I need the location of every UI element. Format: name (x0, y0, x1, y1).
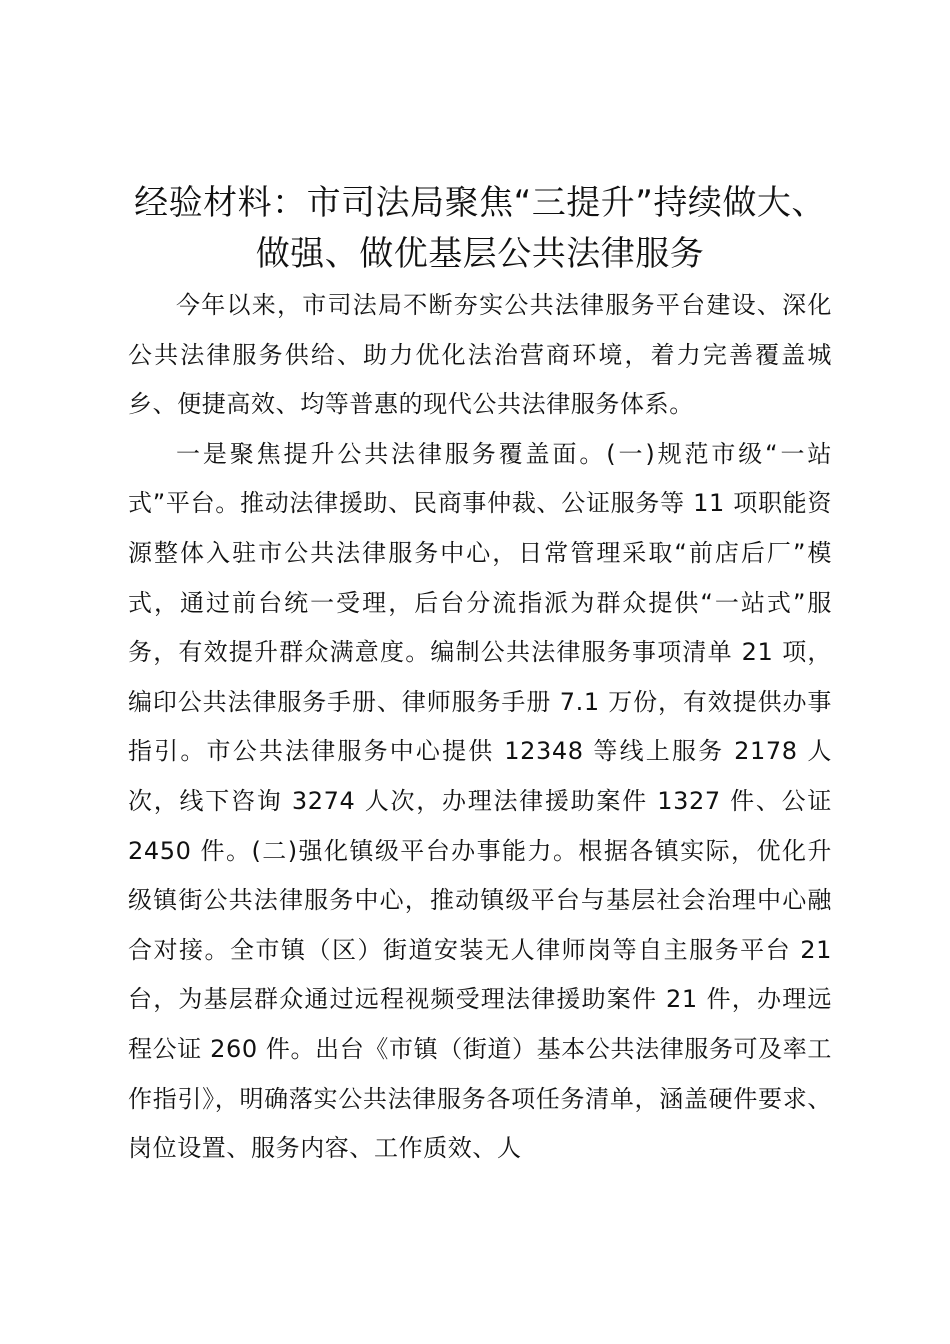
document-body (128, 281, 832, 1174)
paragraph-coverage: 一是聚焦提升公共法律服务覆盖面。(一)规范市级“一站式”平台。推动法律援助、民商事仲裁、公证服务等 11 项职能资源整体入驻市公共法律服务中心，日常管理采取“前店后厂”模式，通过前台统一受理，后台分流指派为群众提供“一站式”服务，有效提升群众满意度。编制公共法律服务事项清单 21 项，编印公共法律服务手册、律师服务手册 7.1 万份，有效提供办事指引。市公共法律服务中心提供 12348 等线上服务 2178 人次，线下咨询 3274 人次，办理法律援助案件 1327 件、公证 2450 件。(二)强化镇级平台办事能力。根据各镇实际，优化升级镇街公共法律服务中心，推动镇级平台与基层社会治理中心融合对接。全市镇（区）街道安装无人律师岗等自主服务平台 21 台，为基层群众通过远程视频受理法律援助案件 21 件，办理远程公证 260 件。出台《市镇（街道）基本公共法律服务可及率工作指引》，明确落实公共法律服务各项任务清单，涵盖硬件要求、岗位设置、服务内容、工作质效、人 (128, 439, 832, 1163)
title-line-2: 做强、做优基层公共法律服务 (255, 234, 705, 274)
title-line-1: 经验材料：市司法局聚焦“三提升”持续做大、 (134, 183, 826, 223)
paragraph-intro: 今年以来，市司法局不断夯实公共法律服务平台建设、深化公共法律服务供给、助力优化法治营商环境，着力完善覆盖城乡、便捷高效、均等普惠的现代公共法律服务体系。 (128, 291, 832, 419)
document-title (110, 178, 850, 280)
